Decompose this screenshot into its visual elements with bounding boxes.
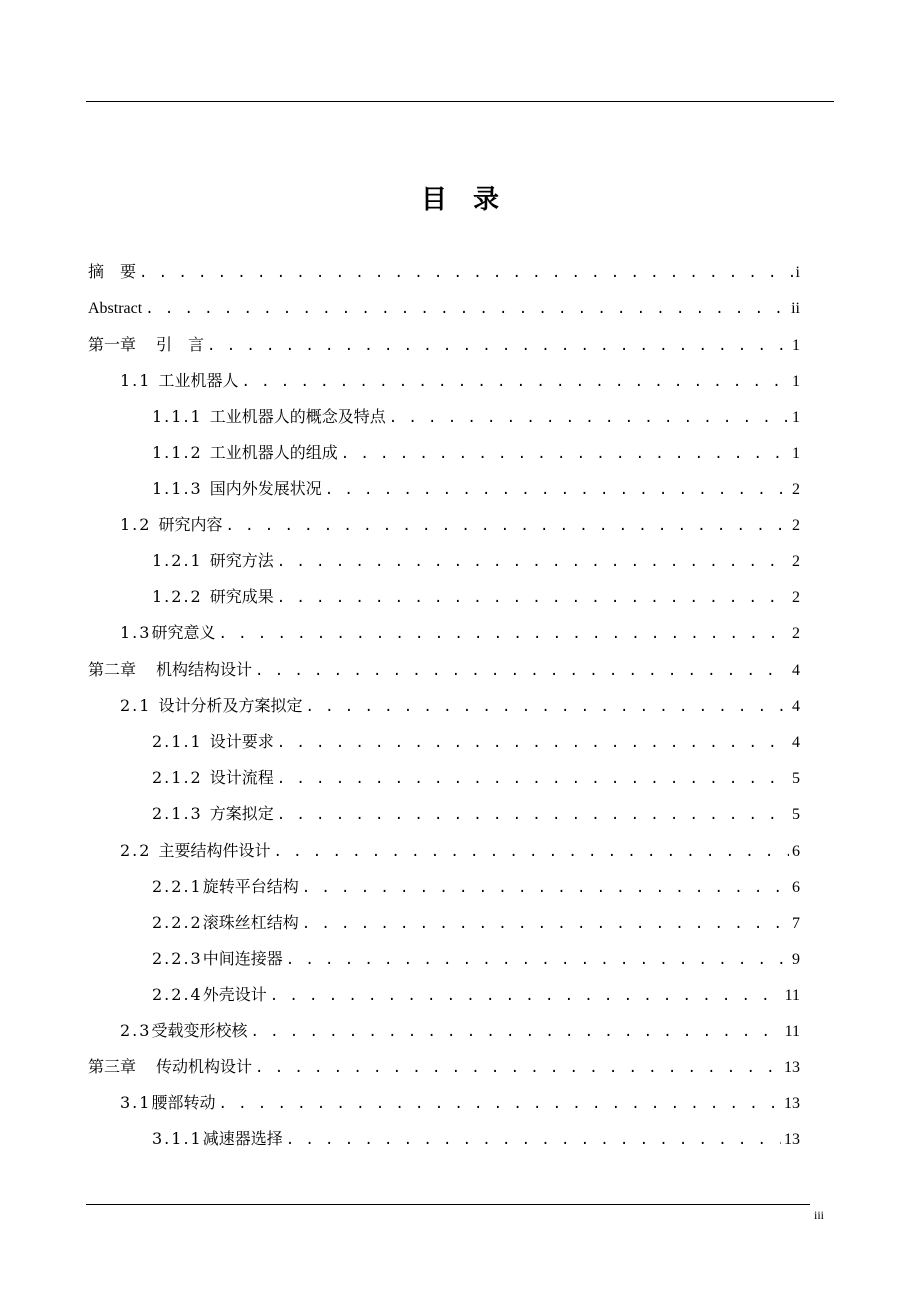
toc-entry-label bbox=[88, 657, 252, 683]
dot-leader bbox=[277, 730, 789, 756]
toc-entry-text: 受载变形校核 bbox=[151, 1021, 248, 1040]
toc-entry-text: 设计流程 bbox=[209, 768, 274, 787]
toc-entry-text: 引 言 bbox=[156, 335, 205, 354]
toc-entry-page: i bbox=[795, 264, 800, 281]
toc-entry-label bbox=[120, 838, 270, 864]
toc-entry[interactable] bbox=[152, 910, 800, 936]
toc-entry-page: ii bbox=[791, 300, 800, 317]
toc-entry-text: 摘 要 bbox=[88, 262, 137, 281]
toc-entry-number: 2.1 bbox=[120, 696, 152, 715]
dot-leader bbox=[277, 766, 789, 792]
toc-entry-text: 研究意义 bbox=[151, 623, 216, 642]
toc-entry-label bbox=[88, 295, 142, 322]
toc-entry-number: 第三章 bbox=[88, 1057, 137, 1076]
toc-entry-number: 1.2.1 bbox=[152, 551, 203, 570]
toc-entry-page: 7 bbox=[792, 915, 800, 932]
toc-entry-label bbox=[120, 1018, 247, 1044]
dot-leader bbox=[325, 477, 789, 503]
toc-title: 目录 bbox=[420, 185, 525, 215]
toc-entry-text: 设计分析及方案拟定 bbox=[158, 696, 303, 715]
toc-entry-page: 9 bbox=[792, 951, 800, 968]
toc-entry-number: 2.1.3 bbox=[152, 804, 203, 823]
toc-entry-number: 1.1.3 bbox=[152, 479, 203, 498]
toc-entry[interactable] bbox=[152, 440, 800, 466]
toc-entry-page: 4 bbox=[792, 734, 800, 751]
toc-entry-page: 6 bbox=[792, 843, 800, 860]
toc-entry-number: 2.2.4 bbox=[152, 985, 203, 1004]
toc-entry[interactable] bbox=[120, 693, 800, 719]
toc-entry-text: 传动机构设计 bbox=[156, 1057, 253, 1076]
toc-entry-label bbox=[152, 1126, 283, 1152]
dot-leader bbox=[218, 1091, 781, 1117]
toc-entry-label bbox=[88, 1054, 252, 1080]
toc-entry[interactable] bbox=[120, 620, 800, 646]
toc-entry[interactable] bbox=[152, 874, 800, 900]
toc-entry-label bbox=[152, 801, 274, 827]
toc-entry-label bbox=[120, 620, 215, 646]
toc-entry-page: 5 bbox=[792, 806, 800, 823]
toc-entry-label bbox=[88, 332, 204, 358]
toc-entry[interactable] bbox=[120, 1090, 800, 1116]
toc-entry-number: 2.2.2 bbox=[152, 913, 203, 932]
toc-entry[interactable] bbox=[152, 404, 800, 430]
dot-leader bbox=[255, 658, 789, 684]
dot-leader bbox=[286, 1127, 781, 1153]
dot-leader bbox=[302, 911, 789, 937]
toc-entry-page: 13 bbox=[784, 1059, 800, 1076]
toc-entry[interactable] bbox=[152, 801, 800, 827]
footer-rule bbox=[86, 1204, 810, 1205]
toc-entry[interactable] bbox=[152, 476, 800, 502]
toc-entry[interactable] bbox=[152, 1126, 800, 1152]
toc-entry-number: 1.1.2 bbox=[152, 443, 203, 462]
toc-entry-page: 1 bbox=[792, 337, 800, 354]
dot-leader bbox=[145, 296, 788, 322]
toc-entry-number: 1.3 bbox=[120, 623, 152, 642]
dot-leader bbox=[389, 405, 789, 431]
toc-entry-page: 13 bbox=[784, 1131, 800, 1148]
toc-entry-number: 第一章 bbox=[88, 335, 137, 354]
toc-entry-number: 2.2 bbox=[120, 841, 152, 860]
toc-entry-text: 腰部转动 bbox=[151, 1093, 216, 1112]
toc-entry-text: 设计要求 bbox=[209, 732, 274, 751]
toc-entry[interactable] bbox=[120, 838, 800, 864]
toc-entry-page: 1 bbox=[792, 445, 800, 462]
toc-entry-text: 减速器选择 bbox=[202, 1129, 283, 1148]
toc-entry-number: 2.3 bbox=[120, 1021, 152, 1040]
toc-entry[interactable] bbox=[88, 295, 800, 321]
toc-entry-number: 第二章 bbox=[88, 660, 137, 679]
toc-entry[interactable] bbox=[152, 765, 800, 791]
dot-leader bbox=[218, 621, 789, 647]
dot-leader bbox=[273, 839, 789, 865]
toc-entry-number: 2.1.2 bbox=[152, 768, 203, 787]
toc-entry-page: 13 bbox=[784, 1095, 800, 1112]
toc-entry-label bbox=[152, 946, 283, 972]
toc-entry-number: 1.2 bbox=[120, 515, 152, 534]
toc-entry-text: 工业机器人的组成 bbox=[209, 443, 338, 462]
toc-entry-label bbox=[152, 584, 274, 610]
toc-entry-text: 旋转平台结构 bbox=[202, 877, 299, 896]
toc-entry[interactable] bbox=[152, 584, 800, 610]
toc-entry[interactable] bbox=[120, 1018, 800, 1044]
toc-entry-text: 机构结构设计 bbox=[156, 660, 253, 679]
toc-entry-page: 6 bbox=[792, 879, 800, 896]
dot-leader bbox=[277, 802, 789, 828]
toc-entry-page: 2 bbox=[792, 625, 800, 642]
toc-entry-page: 1 bbox=[792, 373, 800, 390]
toc-entry-label bbox=[152, 765, 274, 791]
dot-leader bbox=[225, 513, 789, 539]
toc-entry-page: 2 bbox=[792, 589, 800, 606]
toc-entry-text: 工业机器人 bbox=[158, 371, 239, 390]
dot-leader bbox=[255, 1055, 781, 1081]
dot-leader bbox=[139, 260, 793, 286]
toc-entry[interactable] bbox=[152, 946, 800, 972]
toc-entry[interactable] bbox=[88, 1054, 800, 1080]
toc-entry-page: 5 bbox=[792, 770, 800, 787]
toc-entry-page: 4 bbox=[792, 662, 800, 679]
toc-entry-text: 中间连接器 bbox=[202, 949, 283, 968]
toc-entry[interactable] bbox=[88, 657, 800, 683]
dot-leader bbox=[277, 585, 789, 611]
toc-entry-label bbox=[120, 368, 238, 394]
toc-entry-number: 2.2.3 bbox=[152, 949, 203, 968]
toc-entry[interactable] bbox=[88, 259, 800, 285]
dot-leader bbox=[207, 333, 789, 359]
toc-entry-label bbox=[152, 404, 386, 430]
toc-entry-page: 2 bbox=[792, 481, 800, 498]
dot-leader bbox=[302, 875, 789, 901]
dot-leader bbox=[250, 1019, 781, 1045]
toc-entry-text: 国内外发展状况 bbox=[209, 479, 322, 498]
toc-entry[interactable] bbox=[120, 368, 800, 394]
page-number: iii bbox=[814, 1208, 825, 1222]
toc-entry-label bbox=[152, 982, 267, 1008]
toc-entry[interactable] bbox=[152, 548, 800, 574]
toc-entry[interactable] bbox=[152, 729, 800, 755]
toc-entry-number: 1.1.1 bbox=[152, 407, 203, 426]
toc-entry-text: 方案拟定 bbox=[209, 804, 274, 823]
toc-entry-label bbox=[120, 512, 222, 538]
dot-leader bbox=[305, 694, 789, 720]
toc-entry-number: 2.1.1 bbox=[152, 732, 203, 751]
toc-entry-text: 主要结构件设计 bbox=[158, 841, 271, 860]
toc-entry-text: 滚珠丝杠结构 bbox=[202, 913, 299, 932]
toc-entry[interactable] bbox=[120, 512, 800, 538]
toc-entry-number: 3.1 bbox=[120, 1093, 152, 1112]
dot-leader bbox=[341, 441, 789, 467]
toc-entry-text: 工业机器人的概念及特点 bbox=[209, 407, 386, 426]
toc-entry-label bbox=[152, 729, 274, 755]
toc-entry-label bbox=[152, 910, 299, 936]
toc-entry[interactable] bbox=[152, 982, 800, 1008]
toc-entry-text: 研究方法 bbox=[209, 551, 274, 570]
toc-entry-text: 研究内容 bbox=[158, 515, 223, 534]
toc-entry-text: Abstract bbox=[88, 300, 143, 317]
toc-entry-label bbox=[152, 874, 299, 900]
toc-entry[interactable] bbox=[88, 332, 800, 358]
toc-entry-text: 外壳设计 bbox=[202, 985, 267, 1004]
toc-entry-number: 1.2.2 bbox=[152, 587, 203, 606]
toc-entry-label bbox=[152, 548, 274, 574]
toc-entry-page: 1 bbox=[792, 409, 800, 426]
dot-leader bbox=[286, 947, 789, 973]
toc-entry-label bbox=[152, 440, 338, 466]
toc-entry-label bbox=[120, 1090, 215, 1116]
toc-entry-number: 1.1 bbox=[120, 371, 152, 390]
toc-entry-page: 11 bbox=[784, 987, 800, 1004]
dot-leader bbox=[270, 983, 782, 1009]
dot-leader bbox=[277, 549, 789, 575]
toc-entry-page: 2 bbox=[792, 553, 800, 570]
toc-entry-text: 研究成果 bbox=[209, 587, 274, 606]
toc-entry-label bbox=[152, 476, 322, 502]
toc-entry-page: 11 bbox=[784, 1023, 800, 1040]
toc-entry-page: 2 bbox=[792, 517, 800, 534]
toc-entry-page: 4 bbox=[792, 698, 800, 715]
toc-entry-label bbox=[120, 693, 302, 719]
dot-leader bbox=[241, 369, 789, 395]
toc-entry-number: 2.2.1 bbox=[152, 877, 203, 896]
toc-entry-number: 3.1.1 bbox=[152, 1129, 203, 1148]
toc-entry-label bbox=[88, 259, 136, 285]
